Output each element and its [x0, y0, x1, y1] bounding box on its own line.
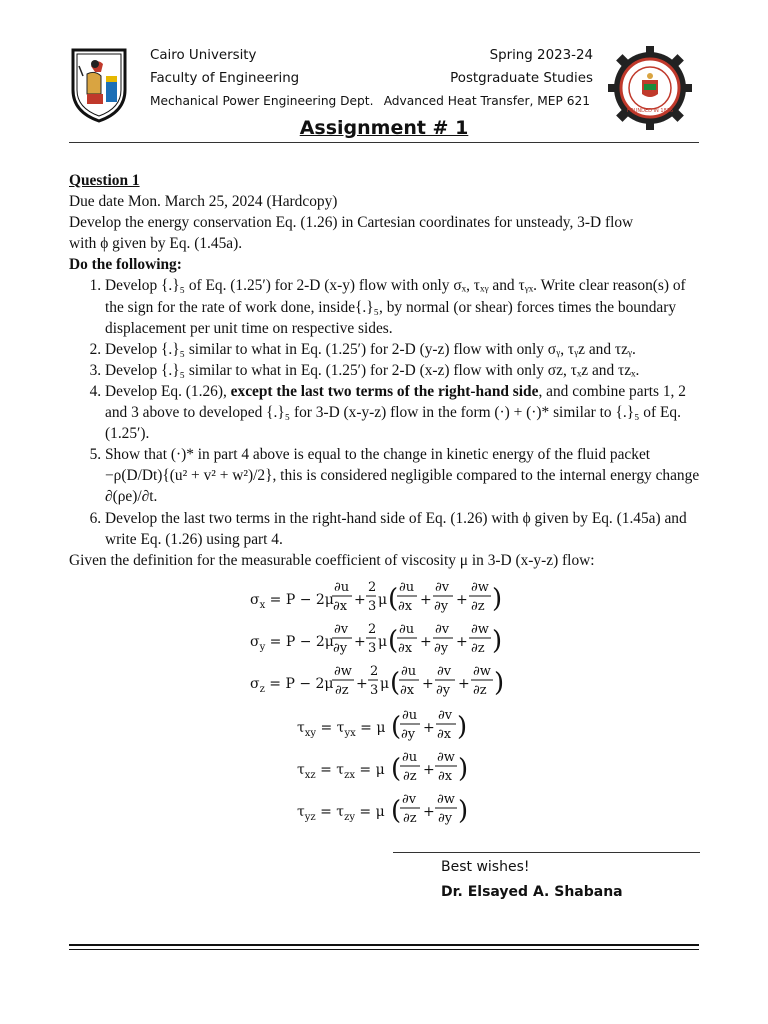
svg-text:∂z: ∂z: [335, 683, 349, 698]
svg-text:+: +: [422, 676, 434, 692]
equation-text-carriers: [0, 0, 1, 1]
svg-text:+: +: [354, 634, 366, 650]
svg-text:): ): [494, 668, 505, 698]
svg-text:∂u: ∂u: [402, 708, 418, 723]
task-4: [105, 381, 701, 444]
department-name: Mechanical Power Engineering Dept.: [150, 94, 374, 108]
svg-text:2: 2: [368, 622, 377, 637]
svg-text:∂u: ∂u: [334, 580, 350, 595]
svg-text:∂y: ∂y: [438, 811, 453, 826]
svg-text:2: 2: [370, 664, 379, 679]
svg-text:+: +: [420, 634, 432, 650]
eq-sx-text: [0, 0, 1, 1]
equation-tau-xy: [297, 708, 467, 742]
closing-wishes: Best wishes!: [441, 859, 530, 875]
footer-rule-thin: [69, 949, 699, 950]
svg-text:): ): [492, 584, 503, 614]
svg-text:∂x: ∂x: [437, 727, 452, 742]
svg-text:): ): [492, 626, 503, 656]
intro-line-2: with ϕ given by Eq. (1.45a).: [69, 235, 243, 253]
svg-text:∂y: ∂y: [434, 641, 449, 656]
eq-sx-lhs: $\sigma_x = P - 2\mu$: [250, 592, 334, 611]
faculty-name: Faculty of Engineering: [150, 71, 300, 86]
svg-text:σz = P − 2μ: $\sigma_z = P - 2\mu$: [250, 676, 334, 695]
svg-text:∂w: ∂w: [471, 580, 489, 595]
seal-text: FOUNDED IN 1816: [626, 108, 674, 114]
svg-text:+: +: [456, 592, 468, 608]
svg-text:∂x: ∂x: [398, 641, 413, 656]
svg-text:∂x: ∂x: [400, 683, 415, 698]
header-rule: [69, 142, 699, 143]
svg-text:μ: μ: [380, 676, 390, 692]
program: Postgraduate Studies: [450, 71, 593, 86]
intro-line-1: Develop the energy conservation Eq. (1.26) in Cartesian coordinates for unsteady, 3-D flow: [69, 214, 634, 232]
svg-text:∂z: ∂z: [403, 811, 417, 826]
svg-text:): ): [458, 796, 469, 826]
university-name: Cairo University: [150, 48, 257, 63]
svg-text:∂w: ∂w: [471, 622, 489, 637]
question-body: [69, 170, 701, 571]
svg-text:): ): [458, 754, 469, 784]
svg-text:∂v: ∂v: [334, 622, 349, 637]
given-statement: Given the definition for the measurable coefficient of viscosity μ in 3-D (x-y-z) flow:: [69, 551, 595, 569]
svg-text:∂v: ∂v: [435, 580, 450, 595]
svg-text:(: (: [388, 584, 399, 614]
svg-text:(: (: [391, 796, 402, 826]
task-4-emphasis: except the last two terms of the right-hand side: [230, 382, 539, 400]
svg-text:(: (: [390, 668, 401, 698]
task-3: 3. Develop {.}₅ similar to what in Eq. (1.25′) for 2-D (x-z) flow with only σz, τₓz and τzₓ.: [105, 360, 701, 381]
svg-text:+: +: [354, 592, 366, 608]
equation-sigma-x: [250, 580, 502, 614]
svg-text:(: (: [391, 754, 402, 784]
question-heading: Question 1: [69, 172, 140, 189]
equation-sigma-y: [250, 622, 502, 656]
equation-tau-xz: [297, 750, 468, 784]
svg-text:+: +: [458, 676, 470, 692]
svg-text:∂z: ∂z: [403, 769, 417, 784]
svg-text:+: +: [423, 720, 435, 736]
svg-text:): ): [457, 712, 468, 742]
svg-text:∂u: ∂u: [399, 622, 415, 637]
svg-text:(: (: [391, 712, 402, 742]
svg-text:+: +: [356, 676, 368, 692]
viscosity-equations: [240, 578, 540, 828]
svg-text:2: 2: [368, 580, 377, 595]
svg-text:∂w: ∂w: [334, 664, 352, 679]
task-6: 6. Develop the last two terms in the right-hand side of Eq. (1.26) with ϕ given by Eq. (1.45a) and write Eq. (1.26) using part 4.: [105, 508, 701, 550]
svg-text:3: 3: [370, 683, 379, 698]
svg-text:τxy = τyx = μ: $\tau_{xy} = \tau_{yx} = \mu$: [297, 720, 386, 739]
cairo-university-logo: [69, 46, 129, 124]
svg-text:σy = P − 2μ: $\sigma_y = P - 2\mu$: [250, 634, 334, 653]
term: Spring 2023-24: [489, 48, 593, 63]
do-following-heading: Do the following:: [69, 256, 182, 274]
svg-text:∂w: ∂w: [473, 664, 491, 679]
svg-text:∂v: ∂v: [435, 622, 450, 637]
svg-text:τyz = τzy = μ: $\tau_{yz} = \tau_{zy} = \mu$: [297, 804, 385, 823]
course: Advanced Heat Transfer, MEP 621: [383, 94, 590, 108]
svg-text:∂z: ∂z: [473, 683, 487, 698]
svg-text:+: +: [423, 762, 435, 778]
svg-text:∂y: ∂y: [436, 683, 451, 698]
task-2: 2. Develop {.}₅ similar to what in Eq. (1.25′) for 2-D (y-z) flow with only σᵧ, τᵧz and τzᵧ.: [105, 339, 701, 360]
svg-text:+: +: [423, 804, 435, 820]
svg-text:∂y: ∂y: [434, 599, 449, 614]
author-name: Dr. Elsayed A. Shabana: [441, 884, 623, 900]
task-4-part-a: Develop Eq. (1.26),: [105, 382, 231, 400]
svg-text:μ: μ: [378, 634, 388, 650]
svg-text:τxz = τzx = μ: $\tau_{xz} = \tau_{zx} = \mu$: [297, 762, 385, 781]
svg-text:∂v: ∂v: [437, 664, 452, 679]
svg-text:+: +: [420, 592, 432, 608]
svg-text:∂v: ∂v: [438, 708, 453, 723]
svg-text:∂y: ∂y: [401, 727, 416, 742]
svg-text:∂u: ∂u: [401, 664, 417, 679]
svg-text:+: +: [456, 634, 468, 650]
svg-text:∂x: ∂x: [438, 769, 453, 784]
svg-text:∂z: ∂z: [471, 599, 485, 614]
svg-text:∂u: ∂u: [399, 580, 415, 595]
svg-text:3: 3: [368, 641, 377, 656]
equation-sigma-z: [250, 664, 504, 698]
svg-text:(: (: [388, 626, 399, 656]
equation-tau-yz: [297, 792, 468, 826]
task-1: 1. Develop {.}₅ of Eq. (1.25′) for 2-D (x-y) flow with only σₓ, τₓᵧ and τᵧₓ. Write clear reason(s) of the sign for the rate of work done, inside{.}₅, by normal (or shear) forces times the boundary displacement per unit time on respective sides.: [105, 275, 701, 338]
svg-text:∂z: ∂z: [471, 641, 485, 656]
svg-text:3: 3: [368, 599, 377, 614]
svg-text:μ: μ: [378, 592, 388, 608]
due-date: Due date Mon. March 25, 2024 (Hardcopy): [69, 193, 338, 211]
svg-text:∂v: ∂v: [402, 792, 417, 807]
svg-text:∂w: ∂w: [437, 792, 455, 807]
task-list: [69, 275, 701, 549]
signature-rule: [393, 852, 700, 853]
assignment-title: Assignment # 1: [299, 117, 469, 139]
task-5: 5. Show that (·)* in part 4 above is equal to the change in kinetic energy of the fluid packet −ρ(D/Dt){(u² + v² + w²)/2}, this is considered negligible compared to the internal energy change ∂(ρe)/∂t.: [105, 444, 701, 507]
svg-text:∂x: ∂x: [333, 599, 348, 614]
svg-text:∂x: ∂x: [398, 599, 413, 614]
svg-text:∂w: ∂w: [437, 750, 455, 765]
svg-text:∂u: ∂u: [402, 750, 418, 765]
task-4-part-b: , and combine parts 1, 2 and 3 above to developed {.}₅ for 3-D (x-y-z) flow in the form (·) + (·)* similar to {.}₅ of Eq. (1.25′).: [105, 382, 686, 443]
svg-text:∂y: ∂y: [333, 641, 348, 656]
footer-rule: [69, 944, 699, 946]
